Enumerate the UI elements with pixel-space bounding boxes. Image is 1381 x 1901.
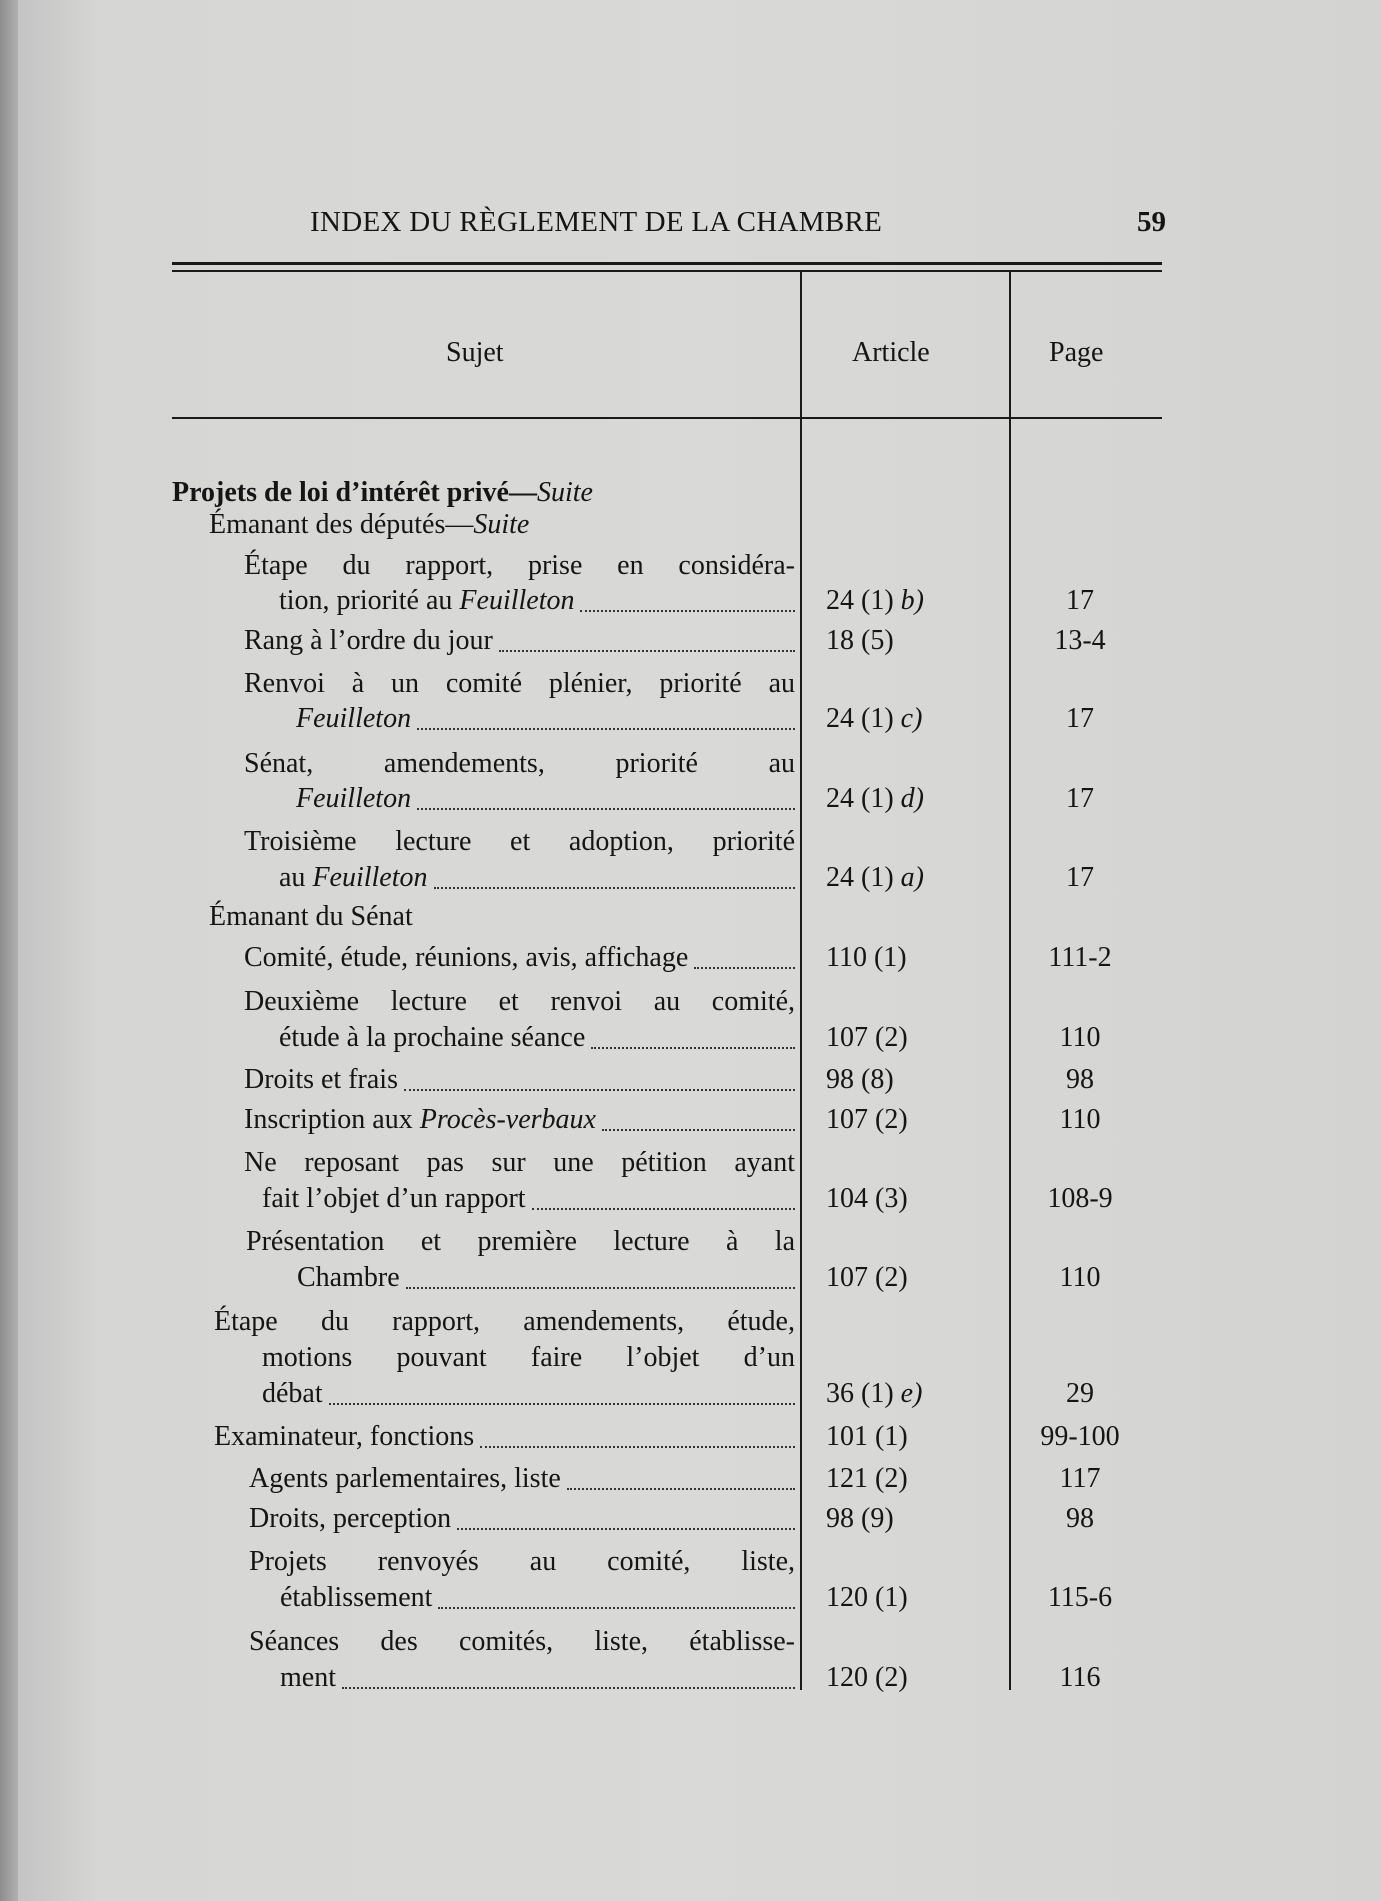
index-entry-line xyxy=(244,747,795,781)
subject-text: ment xyxy=(280,1662,336,1693)
subject-text: Renvoi à un comité plénier, priorité au xyxy=(244,668,795,699)
entry-article xyxy=(826,1103,908,1137)
article-paragraph: c) xyxy=(900,703,923,734)
article-number: 120 (1) xyxy=(826,1582,908,1613)
index-entry-line xyxy=(296,702,795,736)
entry-subject xyxy=(262,1183,526,1214)
entry-page: 98 xyxy=(1066,1503,1094,1534)
article-number: 36 (1) xyxy=(826,1378,901,1409)
subject-text: Projets renvoyés au comité, liste, xyxy=(249,1546,795,1577)
entry-page: 115-6 xyxy=(1047,1582,1113,1613)
index-entry-line xyxy=(262,1341,795,1375)
article-paragraph: e) xyxy=(900,1378,923,1409)
entry-subject xyxy=(244,668,795,699)
entry-subject xyxy=(244,986,795,1017)
article-number: 98 (9) xyxy=(826,1503,894,1534)
leader-dots xyxy=(434,887,795,889)
entry-page: 116 xyxy=(1059,1662,1101,1693)
page-column-divider xyxy=(1009,270,1011,1690)
entry-page: 29 xyxy=(1066,1378,1094,1409)
index-entry-line xyxy=(244,941,795,975)
leader-dots xyxy=(602,1129,795,1131)
index-entry-line xyxy=(244,825,795,859)
index-entry-line xyxy=(279,584,795,618)
entry-page: 111-2 xyxy=(1048,942,1112,973)
leader-dots xyxy=(406,1287,795,1289)
book-spine-shadow xyxy=(0,0,18,1901)
subject-text: Sénat, amendements, priorité au xyxy=(244,748,795,779)
index-entry-line xyxy=(214,1420,795,1454)
article-column-divider xyxy=(800,270,802,1690)
subject-text: Feuilleton xyxy=(296,703,412,734)
entry-subject xyxy=(249,1503,451,1534)
index-entry-line xyxy=(244,1146,795,1180)
subject-text: Inscription aux xyxy=(244,1104,420,1135)
entry-article xyxy=(826,861,924,895)
subject-text: Suite xyxy=(536,477,593,508)
entry-subject xyxy=(249,1626,795,1657)
article-number: 121 (2) xyxy=(826,1463,908,1494)
entry-subject xyxy=(214,1421,474,1452)
subject-text: Étape du rapport, prise en considéra- xyxy=(244,550,795,581)
leader-dots xyxy=(499,650,795,652)
subject-text: Suite xyxy=(473,509,530,540)
entry-article xyxy=(826,1420,908,1454)
entry-page: 17 xyxy=(1066,783,1094,814)
page-number: 59 xyxy=(1137,206,1166,238)
entry-article xyxy=(826,624,894,658)
leader-dots xyxy=(694,967,795,969)
leader-dots xyxy=(591,1047,795,1049)
entry-article xyxy=(826,584,924,618)
subject-text: Chambre xyxy=(297,1262,400,1293)
entry-subject xyxy=(244,942,688,973)
top-rule-thin xyxy=(172,270,1162,272)
entry-page: 98 xyxy=(1066,1064,1094,1095)
subject-text: débat xyxy=(262,1378,323,1409)
subject-text: Deuxième lecture et renvoi au comité, xyxy=(244,986,795,1017)
entry-article xyxy=(826,1182,908,1216)
index-entry-line xyxy=(209,508,795,542)
subject-text: étude à la prochaine séance xyxy=(279,1022,586,1053)
index-entry-line xyxy=(244,1103,795,1137)
index-entry-line xyxy=(214,1305,795,1339)
entry-subject xyxy=(172,477,593,508)
index-entry-line xyxy=(244,1063,795,1097)
entry-article xyxy=(826,1462,908,1496)
entry-page: 117 xyxy=(1059,1463,1101,1494)
article-number: 24 (1) xyxy=(826,585,901,616)
index-entry-line xyxy=(249,1462,795,1496)
subject-text: Procès-verbaux xyxy=(419,1104,596,1135)
subject-text: fait l’objet d’un rapport xyxy=(262,1183,526,1214)
subject-text: Droits et frais xyxy=(244,1064,398,1095)
subject-text: Agents parlementaires, liste xyxy=(249,1463,561,1494)
subject-text: Émanant du Sénat xyxy=(209,901,413,932)
entry-article xyxy=(826,1661,908,1695)
article-paragraph: d) xyxy=(900,783,924,814)
index-entry-line xyxy=(249,1625,795,1659)
entry-subject xyxy=(279,862,428,893)
entry-subject xyxy=(244,826,795,857)
subject-text: Émanant des députés— xyxy=(209,509,474,540)
index-entry-line xyxy=(297,1261,795,1295)
subject-text: Projets de loi d’intérêt privé— xyxy=(172,477,537,508)
leader-dots xyxy=(567,1488,795,1490)
subject-text: Comité, étude, réunions, avis, affichage xyxy=(244,942,689,973)
entry-subject xyxy=(246,1226,795,1257)
leader-dots xyxy=(417,728,795,730)
entry-subject xyxy=(214,1306,795,1337)
index-entry-line xyxy=(262,1182,795,1216)
entry-subject xyxy=(280,1582,432,1613)
leader-dots xyxy=(417,808,795,810)
entry-article xyxy=(826,782,924,816)
entry-subject xyxy=(296,783,411,814)
article-number: 104 (3) xyxy=(826,1183,908,1214)
subject-text: Troisième lecture et adoption, priorité xyxy=(244,826,795,857)
index-entry-line xyxy=(249,1502,795,1536)
index-entry-line xyxy=(279,1021,795,1055)
entry-subject xyxy=(244,1147,795,1178)
subject-text: Examinateur, fonctions xyxy=(214,1421,475,1452)
subject-text: Séances des comités, liste, établisse- xyxy=(249,1626,795,1657)
subject-text: tion, priorité au xyxy=(279,585,460,616)
article-number: 107 (2) xyxy=(826,1022,908,1053)
article-number: 107 (2) xyxy=(826,1104,908,1135)
top-rule-thick xyxy=(172,262,1162,265)
entry-page: 17 xyxy=(1066,862,1094,893)
entry-subject xyxy=(279,1022,585,1053)
entry-page: 17 xyxy=(1066,585,1094,616)
entry-subject xyxy=(209,901,413,932)
entry-article xyxy=(826,1377,922,1411)
leader-dots xyxy=(480,1446,795,1448)
column-head-rule xyxy=(172,417,1162,419)
subject-text: Feuilleton xyxy=(312,862,428,893)
subject-text: au xyxy=(279,862,313,893)
leader-dots xyxy=(342,1687,795,1689)
entry-page: 110 xyxy=(1059,1262,1101,1293)
subject-text: Feuilleton xyxy=(296,783,412,814)
entry-subject xyxy=(280,1662,336,1693)
entry-subject xyxy=(244,1104,596,1135)
entry-page: 108-9 xyxy=(1047,1183,1113,1214)
entry-subject xyxy=(244,550,795,581)
index-entry-line xyxy=(262,1377,795,1411)
entry-article xyxy=(826,702,922,736)
leader-dots xyxy=(457,1528,795,1530)
index-entry-line xyxy=(249,1545,795,1579)
entry-subject xyxy=(244,1064,398,1095)
leader-dots xyxy=(580,610,795,612)
article-number: 107 (2) xyxy=(826,1262,908,1293)
entry-page: 17 xyxy=(1066,703,1094,734)
index-entry-line xyxy=(246,1225,795,1259)
article-number: 120 (2) xyxy=(826,1662,908,1693)
entry-subject xyxy=(296,703,411,734)
article-number: 18 (5) xyxy=(826,625,894,656)
entry-page: 110 xyxy=(1059,1022,1101,1053)
subject-text: Ne reposant pas sur une pétition ayant xyxy=(244,1147,795,1178)
entry-article xyxy=(826,1502,894,1536)
leader-dots xyxy=(532,1208,795,1210)
article-number: 101 (1) xyxy=(826,1421,908,1452)
entry-subject xyxy=(279,585,574,616)
entry-page: 99-100 xyxy=(1040,1421,1120,1452)
article-number: 24 (1) xyxy=(826,703,901,734)
subject-text: Feuilleton xyxy=(459,585,575,616)
index-entry-line xyxy=(209,900,795,934)
article-paragraph: a) xyxy=(900,862,924,893)
column-head-subject: Sujet xyxy=(446,337,504,368)
index-entry-line xyxy=(244,667,795,701)
entry-subject xyxy=(297,1262,400,1293)
index-entry-line xyxy=(172,476,795,510)
subject-text: Étape du rapport, amendements, étude, xyxy=(214,1306,795,1337)
entry-article xyxy=(826,1021,908,1055)
entry-subject xyxy=(262,1378,323,1409)
entry-subject xyxy=(244,748,795,779)
article-number: 98 (8) xyxy=(826,1064,894,1095)
index-entry-line xyxy=(244,624,795,658)
entry-page: 110 xyxy=(1059,1104,1101,1135)
subject-text: motions pouvant faire l’objet d’un xyxy=(262,1342,795,1373)
running-head: INDEX DU RÈGLEMENT DE LA CHAMBRE xyxy=(310,206,883,238)
entry-subject xyxy=(209,509,529,540)
entry-subject xyxy=(262,1342,795,1373)
column-head-page: Page xyxy=(1049,337,1104,368)
index-entry-line xyxy=(280,1581,795,1615)
entry-article xyxy=(826,941,907,975)
column-head-article: Article xyxy=(852,337,930,368)
leader-dots xyxy=(329,1403,795,1405)
index-entry-line xyxy=(296,782,795,816)
entry-article xyxy=(826,1261,908,1295)
leader-dots xyxy=(438,1607,795,1609)
entry-subject xyxy=(249,1546,795,1577)
subject-text: établissement xyxy=(280,1582,433,1613)
entry-page: 13-4 xyxy=(1054,625,1106,656)
entry-subject xyxy=(244,625,493,656)
entry-subject xyxy=(249,1463,561,1494)
subject-text: Droits, perception xyxy=(249,1503,452,1534)
article-paragraph: b) xyxy=(900,585,924,616)
subject-text: Rang à l’ordre du jour xyxy=(244,625,493,656)
article-number: 110 (1) xyxy=(826,942,907,973)
subject-text: Présentation et première lecture à la xyxy=(246,1226,795,1257)
leader-dots xyxy=(404,1089,795,1091)
article-number: 24 (1) xyxy=(826,862,901,893)
entry-article xyxy=(826,1063,894,1097)
index-entry-line xyxy=(244,549,795,583)
index-entry-line xyxy=(280,1661,795,1695)
entry-article xyxy=(826,1581,908,1615)
index-entry-line xyxy=(244,985,795,1019)
index-entry-line xyxy=(279,861,795,895)
article-number: 24 (1) xyxy=(826,783,901,814)
